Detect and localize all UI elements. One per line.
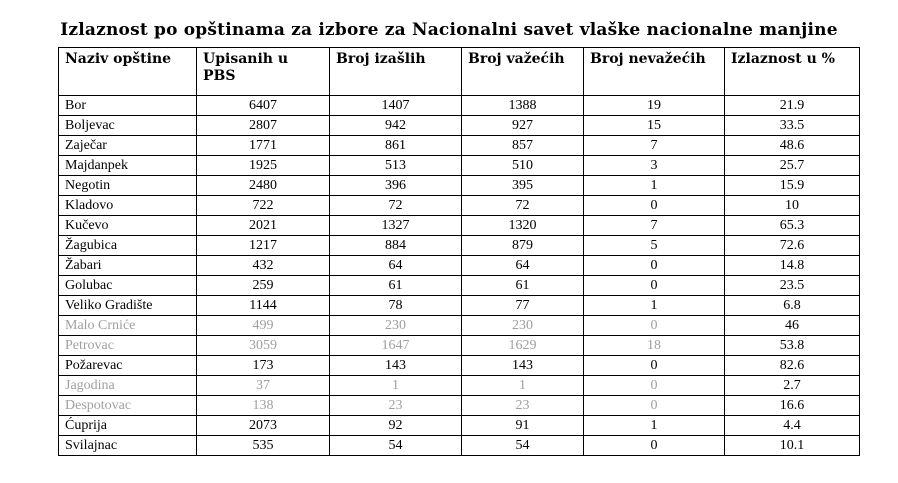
turnout-cell: 33.5 bbox=[725, 116, 860, 136]
invalid-cell: 7 bbox=[584, 216, 725, 236]
voted-cell: 942 bbox=[330, 116, 462, 136]
municipality-cell: Majdanpek bbox=[59, 156, 197, 176]
turnout-cell: 25.7 bbox=[725, 156, 860, 176]
voted-cell: 143 bbox=[330, 356, 462, 376]
valid-cell: 64 bbox=[462, 256, 584, 276]
municipality-cell: Požarevac bbox=[59, 356, 197, 376]
voted-cell: 72 bbox=[330, 196, 462, 216]
voted-cell: 1647 bbox=[330, 336, 462, 356]
voted-cell: 513 bbox=[330, 156, 462, 176]
page-title: Izlaznost po opštinama za izbore za Nacionalni savet vlaške nacionalne manjine bbox=[60, 20, 838, 40]
municipality-cell: Golubac bbox=[59, 276, 197, 296]
table-row bbox=[59, 376, 860, 396]
valid-cell: 1320 bbox=[462, 216, 584, 236]
registered-cell: 1925 bbox=[197, 156, 330, 176]
invalid-cell: 0 bbox=[584, 376, 725, 396]
voted-cell: 78 bbox=[330, 296, 462, 316]
municipality-cell: Malo Crniće bbox=[59, 316, 197, 336]
table-row bbox=[59, 256, 860, 276]
voted-cell: 1327 bbox=[330, 216, 462, 236]
municipality-cell: Veliko Gradište bbox=[59, 296, 197, 316]
valid-cell: 927 bbox=[462, 116, 584, 136]
municipality-cell: Despotovac bbox=[59, 396, 197, 416]
table-row bbox=[59, 276, 860, 296]
table-row bbox=[59, 296, 860, 316]
invalid-cell: 0 bbox=[584, 436, 725, 456]
turnout-cell: 10 bbox=[725, 196, 860, 216]
turnout-table bbox=[58, 47, 860, 456]
turnout-cell: 53.8 bbox=[725, 336, 860, 356]
registered-cell: 535 bbox=[197, 436, 330, 456]
registered-cell: 432 bbox=[197, 256, 330, 276]
turnout-cell: 4.4 bbox=[725, 416, 860, 436]
valid-cell: 1629 bbox=[462, 336, 584, 356]
invalid-cell: 0 bbox=[584, 316, 725, 336]
invalid-cell: 0 bbox=[584, 396, 725, 416]
valid-cell: 77 bbox=[462, 296, 584, 316]
valid-cell: 230 bbox=[462, 316, 584, 336]
turnout-cell: 23.5 bbox=[725, 276, 860, 296]
voted-cell: 61 bbox=[330, 276, 462, 296]
voted-cell: 396 bbox=[330, 176, 462, 196]
turnout-cell: 46 bbox=[725, 316, 860, 336]
registered-cell: 2807 bbox=[197, 116, 330, 136]
header-voted: Broj izašlih bbox=[330, 48, 462, 96]
turnout-cell: 6.8 bbox=[725, 296, 860, 316]
registered-cell: 37 bbox=[197, 376, 330, 396]
table-row bbox=[59, 336, 860, 356]
voted-cell: 230 bbox=[330, 316, 462, 336]
registered-cell: 3059 bbox=[197, 336, 330, 356]
header-valid: Broj važećih bbox=[462, 48, 584, 96]
table-row bbox=[59, 196, 860, 216]
registered-cell: 499 bbox=[197, 316, 330, 336]
table-row bbox=[59, 216, 860, 236]
valid-cell: 54 bbox=[462, 436, 584, 456]
municipality-cell: Žabari bbox=[59, 256, 197, 276]
valid-cell: 395 bbox=[462, 176, 584, 196]
registered-cell: 2073 bbox=[197, 416, 330, 436]
table-row bbox=[59, 176, 860, 196]
municipality-cell: Petrovac bbox=[59, 336, 197, 356]
valid-cell: 143 bbox=[462, 356, 584, 376]
registered-cell: 722 bbox=[197, 196, 330, 216]
invalid-cell: 0 bbox=[584, 356, 725, 376]
header-invalid: Broj nevažećih bbox=[584, 48, 725, 96]
voted-cell: 1407 bbox=[330, 96, 462, 116]
turnout-cell: 2.7 bbox=[725, 376, 860, 396]
table-row bbox=[59, 356, 860, 376]
invalid-cell: 5 bbox=[584, 236, 725, 256]
valid-cell: 23 bbox=[462, 396, 584, 416]
municipality-cell: Žagubica bbox=[59, 236, 197, 256]
invalid-cell: 19 bbox=[584, 96, 725, 116]
registered-cell: 1771 bbox=[197, 136, 330, 156]
turnout-cell: 16.6 bbox=[725, 396, 860, 416]
invalid-cell: 1 bbox=[584, 416, 725, 436]
valid-cell: 91 bbox=[462, 416, 584, 436]
turnout-cell: 82.6 bbox=[725, 356, 860, 376]
header-registered: Upisanih u PBS bbox=[197, 48, 330, 96]
voted-cell: 54 bbox=[330, 436, 462, 456]
voted-cell: 861 bbox=[330, 136, 462, 156]
registered-cell: 138 bbox=[197, 396, 330, 416]
valid-cell: 72 bbox=[462, 196, 584, 216]
invalid-cell: 0 bbox=[584, 276, 725, 296]
valid-cell: 879 bbox=[462, 236, 584, 256]
municipality-cell: Ćuprija bbox=[59, 416, 197, 436]
table-row bbox=[59, 436, 860, 456]
voted-cell: 1 bbox=[330, 376, 462, 396]
turnout-cell: 10.1 bbox=[725, 436, 860, 456]
valid-cell: 1 bbox=[462, 376, 584, 396]
turnout-cell: 72.6 bbox=[725, 236, 860, 256]
registered-cell: 1144 bbox=[197, 296, 330, 316]
voted-cell: 23 bbox=[330, 396, 462, 416]
turnout-cell: 14.8 bbox=[725, 256, 860, 276]
registered-cell: 1217 bbox=[197, 236, 330, 256]
voted-cell: 884 bbox=[330, 236, 462, 256]
table-header-row bbox=[59, 48, 860, 96]
turnout-cell: 21.9 bbox=[725, 96, 860, 116]
valid-cell: 857 bbox=[462, 136, 584, 156]
municipality-cell: Svilajnac bbox=[59, 436, 197, 456]
registered-cell: 2021 bbox=[197, 216, 330, 236]
municipality-cell: Kladovo bbox=[59, 196, 197, 216]
turnout-cell: 65.3 bbox=[725, 216, 860, 236]
turnout-cell: 15.9 bbox=[725, 176, 860, 196]
valid-cell: 1388 bbox=[462, 96, 584, 116]
municipality-cell: Boljevac bbox=[59, 116, 197, 136]
invalid-cell: 15 bbox=[584, 116, 725, 136]
voted-cell: 64 bbox=[330, 256, 462, 276]
municipality-cell: Kučevo bbox=[59, 216, 197, 236]
table-row bbox=[59, 416, 860, 436]
valid-cell: 61 bbox=[462, 276, 584, 296]
table-row bbox=[59, 116, 860, 136]
invalid-cell: 1 bbox=[584, 296, 725, 316]
invalid-cell: 3 bbox=[584, 156, 725, 176]
table-row bbox=[59, 96, 860, 116]
registered-cell: 2480 bbox=[197, 176, 330, 196]
invalid-cell: 18 bbox=[584, 336, 725, 356]
invalid-cell: 0 bbox=[584, 196, 725, 216]
table-row bbox=[59, 136, 860, 156]
invalid-cell: 7 bbox=[584, 136, 725, 156]
header-municipality: Naziv opštine bbox=[59, 48, 197, 96]
table-row bbox=[59, 316, 860, 336]
voted-cell: 92 bbox=[330, 416, 462, 436]
municipality-cell: Jagodina bbox=[59, 376, 197, 396]
registered-cell: 6407 bbox=[197, 96, 330, 116]
registered-cell: 259 bbox=[197, 276, 330, 296]
municipality-cell: Zaječar bbox=[59, 136, 197, 156]
turnout-cell: 48.6 bbox=[725, 136, 860, 156]
invalid-cell: 0 bbox=[584, 256, 725, 276]
municipality-cell: Bor bbox=[59, 96, 197, 116]
table-row bbox=[59, 236, 860, 256]
valid-cell: 510 bbox=[462, 156, 584, 176]
invalid-cell: 1 bbox=[584, 176, 725, 196]
header-turnout: Izlaznost u % bbox=[725, 48, 860, 96]
table-row bbox=[59, 156, 860, 176]
municipality-cell: Negotin bbox=[59, 176, 197, 196]
registered-cell: 173 bbox=[197, 356, 330, 376]
table-row bbox=[59, 396, 860, 416]
